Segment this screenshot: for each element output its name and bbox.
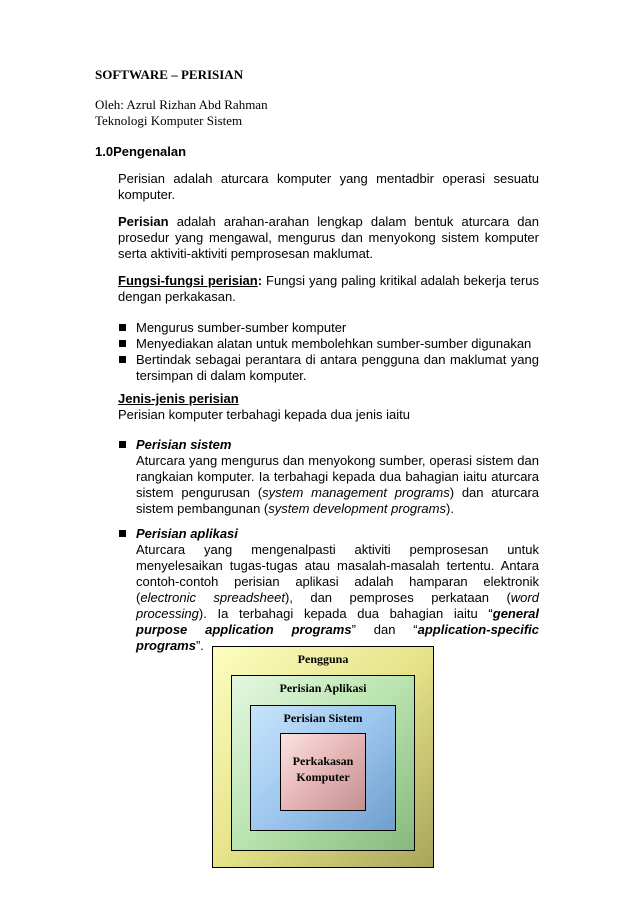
type-system-text: Aturcara yang mengurus dan menyokong sumber, operasi sistem dan rangkaian komputer. Ia terbahagi kepada dua bahagian iaitu aturcara sistem pengurusan (system management programs) dan aturcara sistem pembangunan (system development programs). [136,453,540,516]
layer-system-label: Perisian Sistem [283,711,363,725]
para2-text: adalah arahan-arahan lengkap dalam bentuk aturcara dan prosedur yang mengawal, mengurus dan menyokong sistem komputer serta aktiviti-aktiviti pemprosesan maklumat. [118,214,539,261]
software-layers-diagram [212,646,434,868]
list-item: Menyediakan alatan untuk membolehkan sumber-sumber digunakan [118,336,539,352]
list-item: Mengurus sumber-sumber komputer [118,320,539,336]
types-section [118,391,539,423]
layer-hardware-label-1: Perkakasan [292,754,354,768]
term-perisian: Perisian [118,214,169,229]
intro-paragraph-1: Perisian adalah aturcara komputer yang mentadbir operasi sesuatu komputer. [118,171,539,202]
section-heading [95,144,186,159]
author-line: Oleh: Azrul Rizhan Abd Rahman [95,97,268,112]
bullet-square-icon [119,530,126,537]
layer-hardware-label-2: Komputer [296,770,350,784]
author-block [95,97,268,129]
layer-application-label: Perisian Aplikasi [279,681,367,695]
type-system [118,437,539,517]
term-colon: : [257,273,263,288]
layer-user-label: Pengguna [297,652,349,666]
type-system-title: Perisian sistem [136,437,232,452]
type-application [118,526,539,654]
section-title: Pengenalan [113,144,187,159]
intro-paragraph-2 [118,214,539,262]
para3-text: Fungsi yang paling kritikal adalah bekerja terus dengan perkakasan. [118,273,539,304]
term-fungsi: Fungsi-fungsi perisian [118,273,258,288]
type-application-title: Perisian aplikasi [136,526,238,541]
type-application-text: Aturcara yang mengenalpasti aktiviti pemprosesan untuk menyelesaikan tugas-tugas atau masalah-masalah tertentu. Antara contoh-contoh perisian aplikasi adalah hamparan elektronik (electronic spreadsheet), dan pemproses perkataan (word processing). Ia terbahagi kepada dua bahagian iaitu “general purpose application programs” dan “application-specific programs”. [136,542,539,653]
department-line: Teknologi Komputer Sistem [95,113,243,128]
types-heading: Jenis-jenis perisian [118,391,239,406]
document-title: SOFTWARE – PERISIAN [95,67,244,82]
list-item: Bertindak sebagai perantara di antara pengguna dan maklumat yang tersimpan di dalam komputer. [118,352,539,384]
layer-hardware [280,733,366,811]
section-number: 1.0 [95,144,114,159]
intro-paragraph-3 [118,273,539,305]
function-list [118,320,539,384]
bullet-square-icon [119,441,126,448]
types-intro: Perisian komputer terbahagi kepada dua jenis iaitu [118,407,410,422]
